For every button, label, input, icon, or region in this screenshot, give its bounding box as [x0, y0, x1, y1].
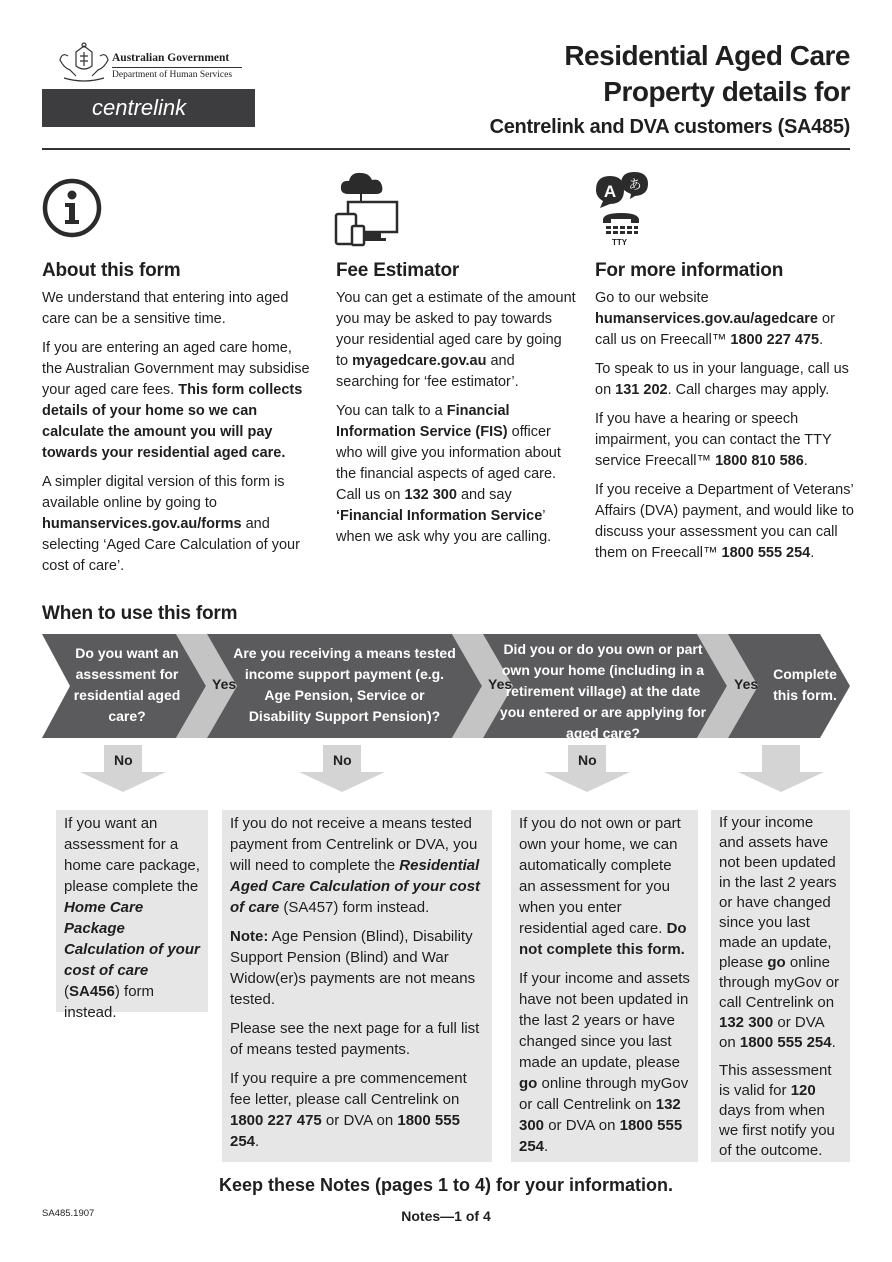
when-heading: When to use this form [42, 603, 238, 624]
flow-result-4: Complete this form. [773, 666, 837, 703]
fee-p2: You can talk to a Financial Information Service (FIS) officer who will give you information about the financial aspects of aged care. Call us on 132 300 and say ‘Financial Information Service’ when we ask why you are calling. [336, 403, 561, 545]
yes-label-1: Yes [212, 676, 237, 692]
result-box-complete [711, 810, 850, 1162]
box2-p2: Note: Age Pension (Blind), Disability Support Pension (Blind) and War Widow(er)s payments are not means tested. [230, 928, 476, 1008]
fee-estimator-heading: Fee Estimator [336, 260, 460, 281]
info-p3: If you have a hearing or speech impairment, you can contact the TTY service Freecall™ 1800 810 586. [595, 411, 832, 469]
box1-text: If you want an assessment for a home care package, please complete the Home Care Package Calculation of your cost of care (SA456) form instead. [64, 815, 200, 1021]
svg-text:あ: あ [628, 178, 642, 193]
agedcare-link[interactable]: humanservices.gov.au/agedcare [595, 311, 818, 327]
keep-notes: Keep these Notes (pages 1 to 4) for your information. [218, 1175, 674, 1195]
fee-p1: You can get a estimate of the amount you may be asked to pay towards your residential aged care by going to myagedcare.gov.au and searching for ‘fee estimator’. [336, 290, 576, 390]
box3-p1: If you do not own or part own your home, we can automatically complete an assessment for you when you enter residential aged care. Do not complete this form. [519, 815, 687, 958]
result-box-not-means-tested [222, 810, 492, 1162]
box2-p4: If you require a pre commencement fee letter, please call Centrelink on 1800 227 475 or DVA on 1800 555 254. [230, 1070, 467, 1150]
about-p2: If you are entering an aged care home, the Australian Government may subsidise your aged care fees. This form collects details of your home so we can calculate the amount you will pay towards your residential aged care. [42, 340, 310, 461]
more-info-heading: For more information [595, 260, 784, 281]
result-box-no-home [511, 810, 698, 1162]
tty-label: TTY [612, 238, 628, 247]
myagedcare-link[interactable]: myagedcare.gov.au [352, 353, 487, 369]
box4-p2: This assessment is valid for 120 days from when we first notify you of the outcome. [719, 1062, 835, 1159]
forms-link[interactable]: humanservices.gov.au/forms [42, 516, 242, 532]
page-title-line-1: Residential Aged Care [564, 40, 850, 71]
info-p1: Go to our website humanservices.gov.au/agedcare or call us on Freecall™ 1800 227 475. [595, 290, 835, 348]
svg-text:A: A [603, 182, 617, 201]
yes-label-3: Yes [734, 676, 759, 692]
flow-question-2: Are you receiving a means tested income support payment (e.g. Age Pension, Service or Disability Support Pension)? [233, 645, 456, 724]
centrelink-wordmark: centrelink [92, 95, 187, 120]
no-label-2: No [333, 752, 352, 768]
result-box-home-care [56, 810, 208, 1021]
about-p1: We understand that entering into aged care can be a sensitive time. [42, 290, 289, 327]
page-title-line-2: Property details for [603, 76, 850, 107]
about-p3: A simpler digital version of this form is available online by going to humanservices.gov.au/forms and selecting ‘Aged Care Calculation of your cost of care’. [42, 474, 300, 574]
no-label-1: No [114, 752, 133, 768]
page-number: Notes—1 of 4 [401, 1208, 491, 1224]
flow-question-1: Do you want an assessment for residential aged care? [73, 645, 181, 724]
box4-p1: If your income and assets have not been updated in the last 2 years or have changed since you last made an update, please go online through myGov or call Centrelink on 132 300 or DVA on 1800 555 254. [719, 814, 840, 1051]
box2-p1: If you do not receive a means tested payment from Centrelink or DVA, you will need to complete the Residential Aged Care Calculation of your cost of care (SA457) form instead. [230, 815, 481, 916]
subtitle-text: Centrelink and DVA customers [489, 116, 773, 138]
box3-p2: If your income and assets have not been updated in the last 2 years or have changed since you last made an update, please go online through myGov or call Centrelink on 132 300 or DVA on 1800 555 254. [519, 970, 690, 1155]
box2-p3: Please see the next page for a full list of means tested payments. [230, 1020, 480, 1058]
about-heading: About this form [42, 260, 181, 281]
flow-question-3: Did you or do you own or part own your home (including in a retirement village) at the date you entered or are applying for aged care? [499, 641, 707, 741]
info-p2: To speak to us in your language, call us on 131 202. Call charges may apply. [595, 361, 849, 398]
gov-line-1: Australian Government [112, 52, 230, 64]
no-label-3: No [578, 752, 597, 768]
info-p4: If you receive a Department of Veterans’ Affairs (DVA) payment, and would like to discuss your assessment you can call them on Freecall™ 1800 555 254. [595, 482, 854, 561]
form-code: (SA485) [777, 116, 850, 138]
down-arrow-4 [738, 745, 824, 792]
yes-label-2: Yes [488, 676, 513, 692]
gov-line-2: Department of Human Services [112, 70, 233, 80]
form-version-code: SA485.1907 [42, 1208, 95, 1219]
